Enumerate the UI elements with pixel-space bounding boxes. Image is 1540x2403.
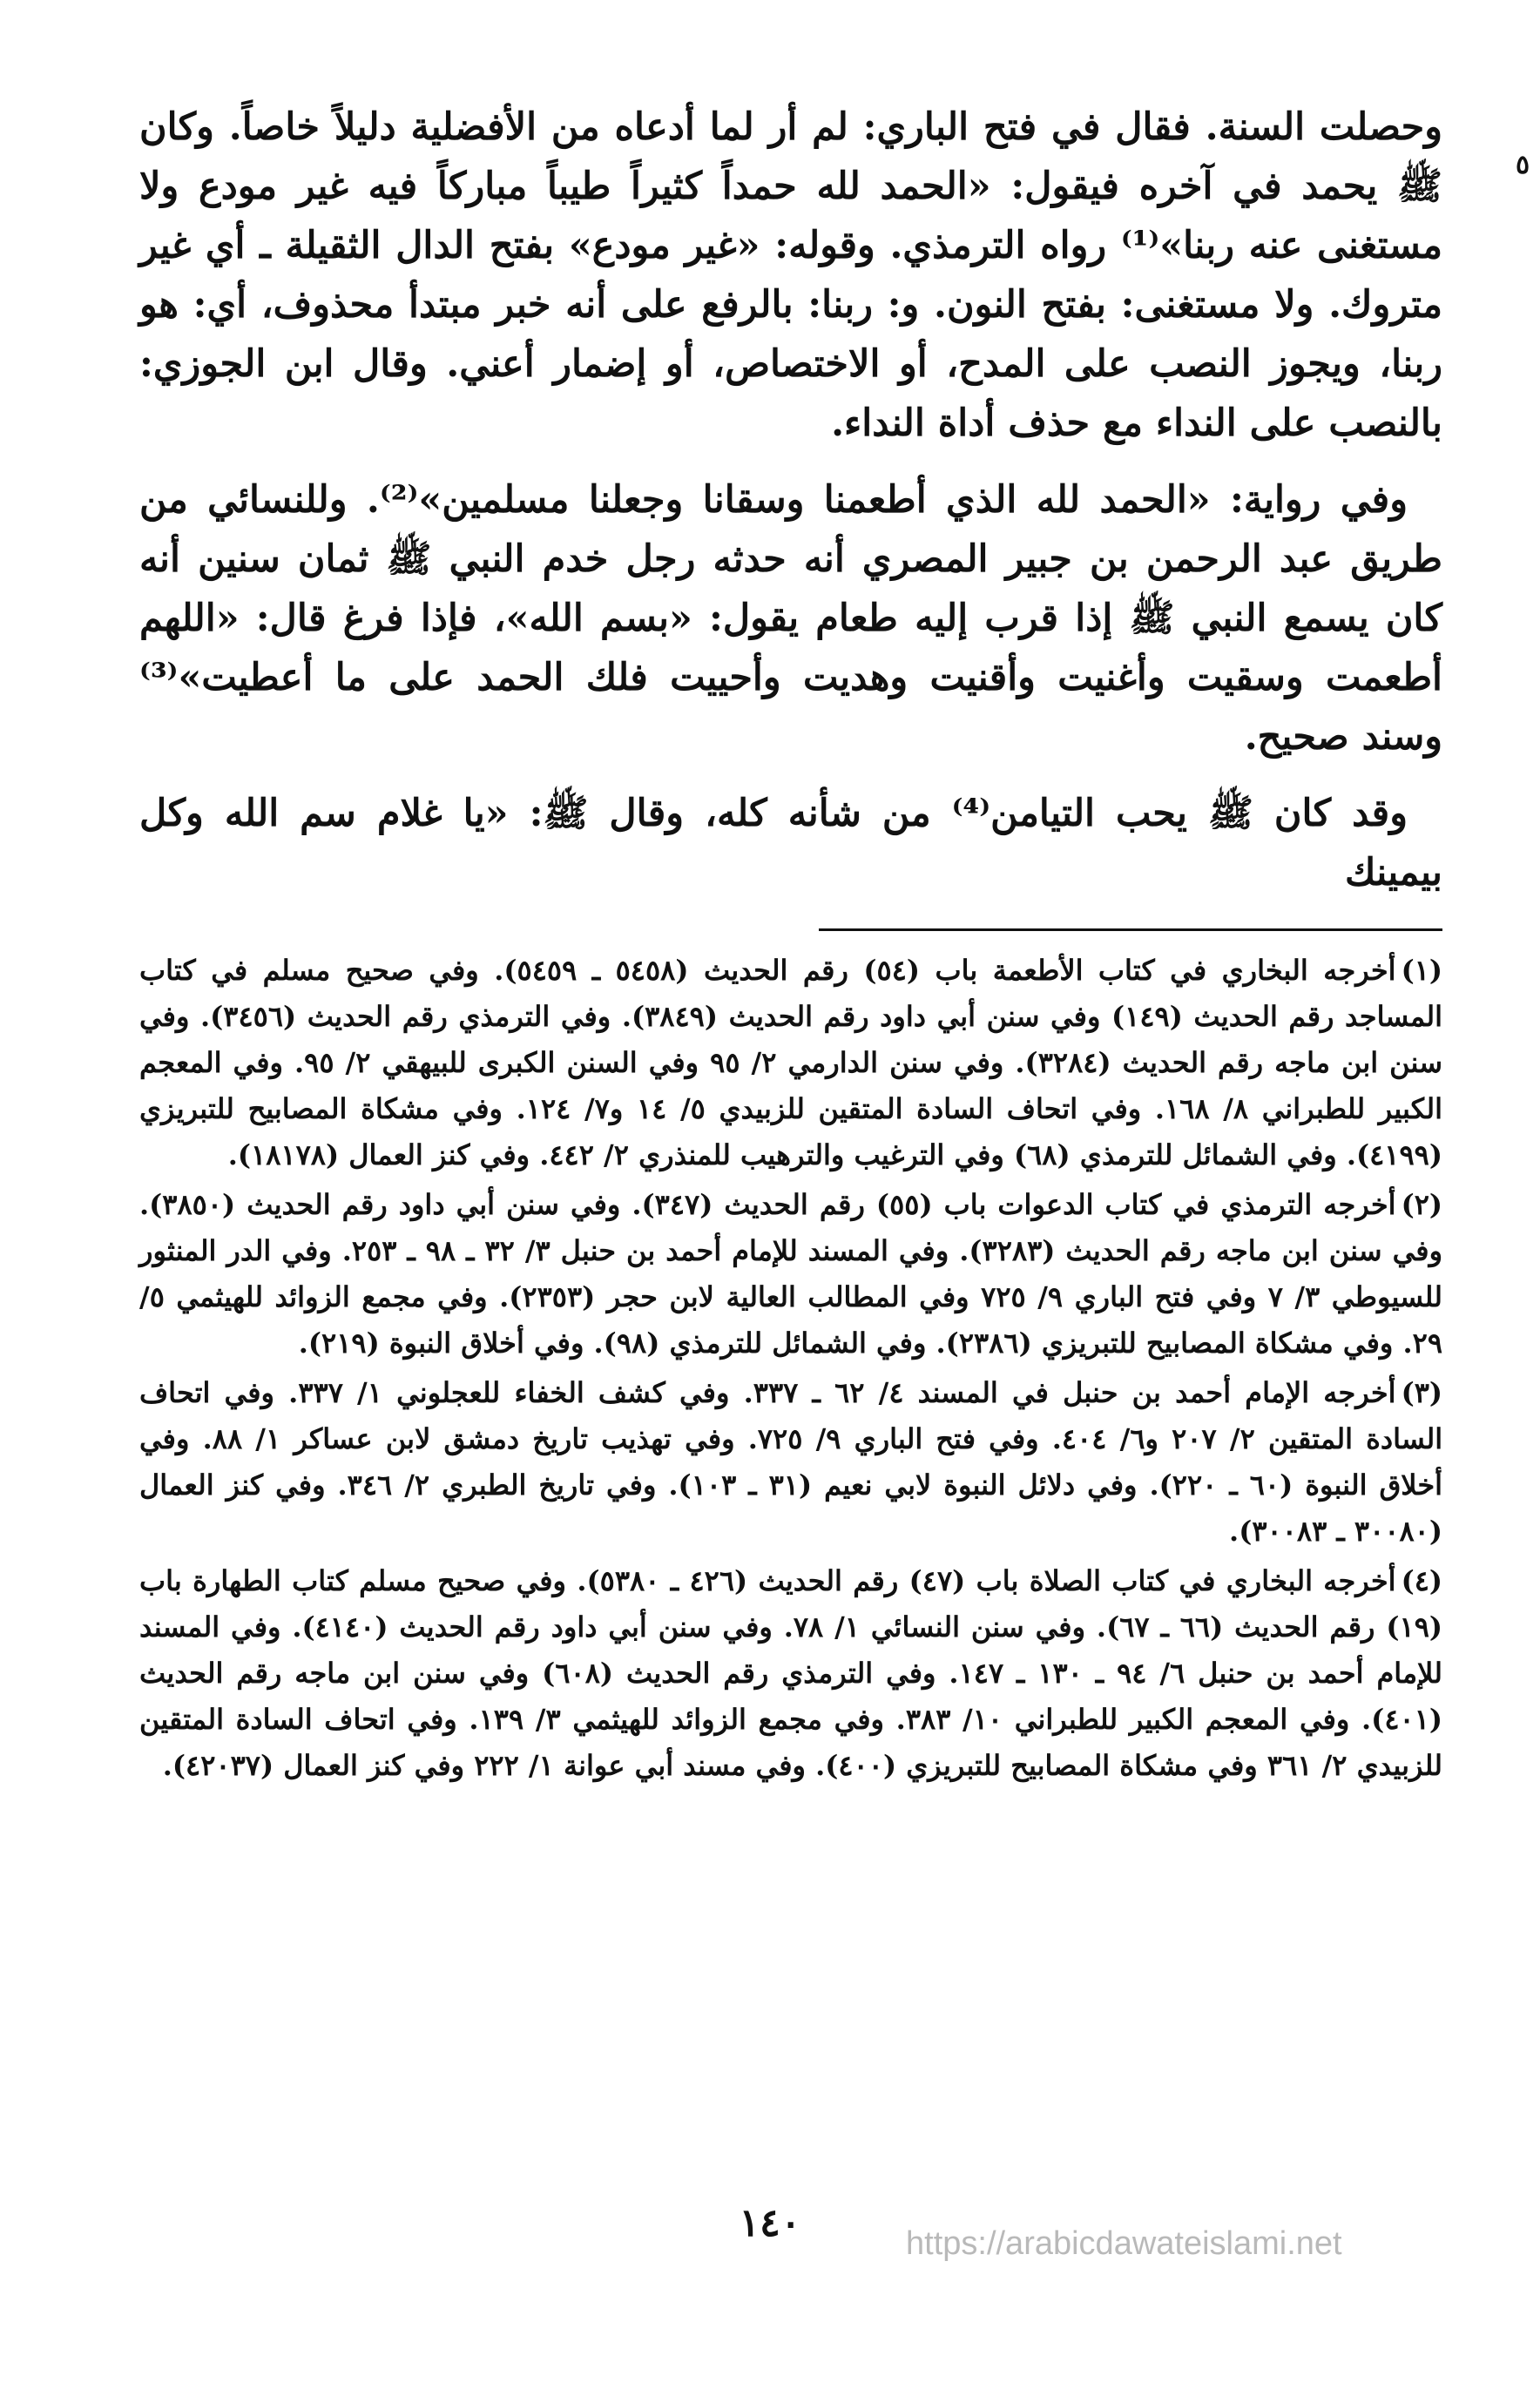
footnote-4 [139, 1558, 1442, 1789]
paragraph-3: وقد كان ﷺ يحب التيامن⁽⁴⁾ من شأنه كله، وقال ﷺ: «يا غلام سم الله وكل بيمينك [139, 792, 1442, 894]
footnote-number: (١) [1401, 954, 1443, 987]
footnote-1 [139, 948, 1442, 1178]
footnote-divider [819, 928, 1442, 931]
paragraph-2: وفي رواية: «الحمد لله الذي أطعمنا وسقانا وجعلنا مسلمين»⁽²⁾. وللنسائي من طريق عبد الرحمن بن جبير المصري أنه حدثه رجل خدم النبي ﷺ ثمان سنين أنه كان يسمع النبي ﷺ إذا قرب إليه طعام يقول: «بسم الله»، فإذا فرغ قال: «اللهم أطعمت وسقيت وأغنيت وأقنيت وهديت وأحييت فلك الحمد على ما أعطيت»⁽³⁾ وسند صحيح. [139, 478, 1442, 759]
footnote-text: أخرجه الإمام أحمد بن حنبل في المسند ٤/ ٦٢ ـ ٣٣٧. وفي كشف الخفاء للعجلوني ١/ ٣٣٧. وفي اتحاف السادة المتقين ٢/ ٢٠٧ و٦/ ٤٠٤. وفي فتح الباري ٩/ ٧٢٥. وفي تهذيب تاريخ دمشق لابن عساكر ١/ ٨٨. وفي أخلاق النبوة (٦٠ ـ ٢٢٠). وفي دلائل النبوة لابي نعيم (٣١ ـ ١٠٣). وفي تاريخ الطبري ٢/ ٣٤٦. وفي كنز العمال (٣٠٠٨٠ ـ ٣٠٠٨٣). [139, 1376, 1443, 1548]
main-text-body [139, 98, 1442, 920]
page-number: ١٤٠ [739, 2201, 801, 2245]
margin-line-number: ٥ [1516, 150, 1530, 180]
footnote-text: أخرجه البخاري في كتاب الصلاة باب (٤٧) رقم الحديث (٤٢٦ ـ ٥٣٨٠). وفي صحيح مسلم كتاب الطهارة باب (١٩) رقم الحديث (٦٦ ـ ٦٧). وفي سنن النسائي ١/ ٧٨. وفي سنن أبي داود رقم الحديث (٤١٤٠). وفي المسند للإمام أحمد بن حنبل ٦/ ٩٤ ـ ١٣٠ ـ ١٤٧. وفي الترمذي رقم الحديث (٦٠٨) وفي سنن ابن ماجه رقم الحديث (٤٠١). وفي المعجم الكبير للطبراني ١٠/ ٣٨٣. وفي مجمع الزوائد للهيثمي ٣/ ١٣٩. وفي اتحاف السادة المتقين للزبيدي ٢/ ٣٦١ وفي مشكاة المصابيح للتبريزي (٤٠٠). وفي مسند أبي عوانة ١/ ٢٢٢ وفي كنز العمال (٤٢٠٣٧). [139, 1564, 1443, 1782]
paragraph-1: وحصلت السنة. فقال في فتح الباري: لم أر لما أدعاه من الأفضلية دليلاً خاصاً. وكان ﷺ يحمد في آخره فيقول: «الحمد لله حمداً كثيراً طيباً مباركاً فيه غير مودع ولا مستغنى عنه ربنا»⁽¹⁾ رواه الترمذي. وقوله: «غير مودع» بفتح الدال الثقيلة ـ أي غير متروك. ولا مستغنى: بفتح النون. و: ربنا: بالرفع على أنه خبر مبتدأ محذوف، أي: هو ربنا، ويجوز النصب على المدح، أو الاختصاص، أو إضمار أعني. وقال ابن الجوزي: بالنصب على النداء مع حذف أداة النداء. [139, 105, 1442, 445]
footnote-3 [139, 1370, 1442, 1555]
footnotes-section [139, 948, 1442, 1792]
footnote-2 [139, 1182, 1442, 1367]
footnote-number: (٣) [1401, 1376, 1443, 1409]
footnote-text: أخرجه الترمذي في كتاب الدعوات باب (٥٥) رقم الحديث (٣٤٧). وفي سنن أبي داود رقم الحديث (٣٨٥٠). وفي سنن ابن ماجه رقم الحديث (٣٢٨٣). وفي المسند للإمام أحمد بن حنبل ٣/ ٣٢ ـ ٩٨ ـ ٢٥٣. وفي الدر المنثور للسيوطي ٣/ ٧ وفي فتح الباري ٩/ ٧٢٥ وفي المطالب العالية لابن حجر (٢٣٥٣). وفي مجمع الزوائد للهيثمي ٥/ ٢٩. وفي مشكاة المصابيح للتبريزي (٢٣٨٦). وفي الشمائل للترمذي (٩٨). وفي أخلاق النبوة (٢١٩). [139, 1188, 1443, 1360]
footnote-text: أخرجه البخاري في كتاب الأطعمة باب (٥٤) رقم الحديث (٥٤٥٨ ـ ٥٤٥٩). وفي صحيح مسلم في كتاب المساجد رقم الحديث (١٤٩) وفي سنن أبي داود رقم الحديث (٣٨٤٩). وفي الترمذي رقم الحديث (٣٤٥٦). وفي سنن ابن ماجه رقم الحديث (٣٢٨٤). وفي سنن الدارمي ٢/ ٩٥ وفي السنن الكبرى للبيهقي ٢/ ٩٥. وفي المعجم الكبير للطبراني ٨/ ١٦٨. وفي اتحاف السادة المتقين للزبيدي ٥/ ١٤ و٧/ ١٢٤. وفي مشكاة المصابيح للتبريزي (٤١٩٩). وفي الشمائل للترمذي (٦٨) وفي الترغيب والترهيب للمنذري ٢/ ٤٤٢. وفي كنز العمال (١٨١٧٨). [139, 954, 1443, 1171]
watermark-url: https://arabicdawateislami.net [906, 2225, 1342, 2262]
footnote-number: (٢) [1401, 1188, 1443, 1221]
footnote-number: (٤) [1401, 1564, 1443, 1597]
